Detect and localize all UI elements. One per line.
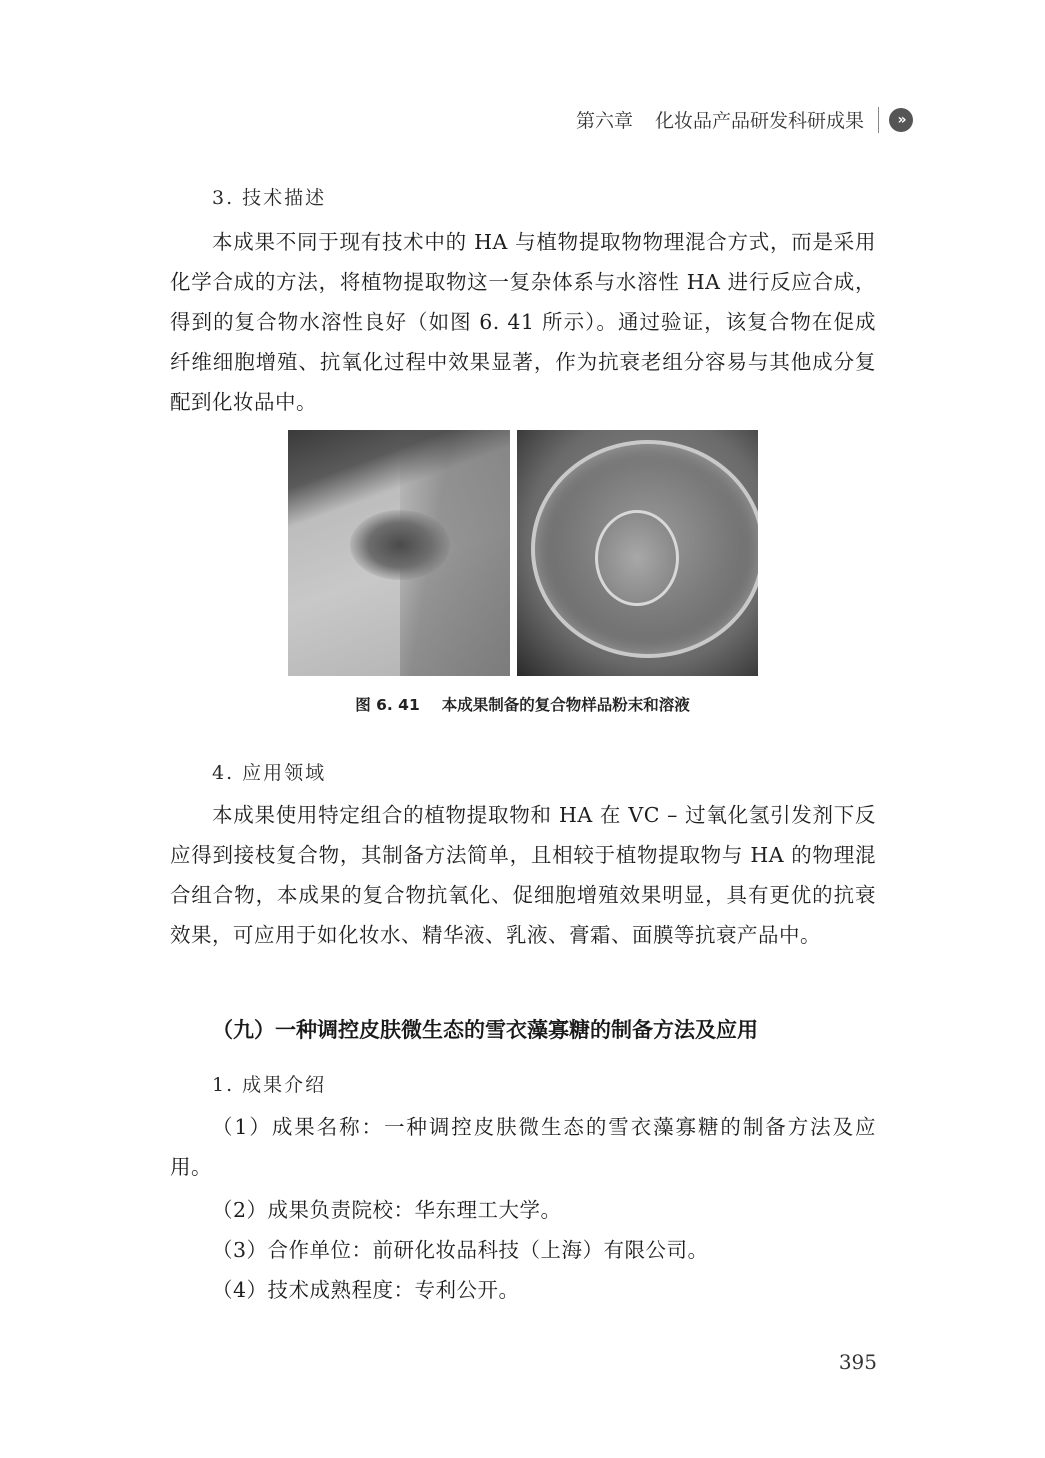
section-9-title: （九）一种调控皮肤微生态的雪衣藻寡糖的制备方法及应用 — [212, 1018, 758, 1042]
solution-sample-photo — [517, 430, 758, 676]
page-number: 395 — [838, 1350, 877, 1374]
list-item: （1）成果名称：一种调控皮肤微生态的雪衣藻寡糖的制备方法及应用。 — [170, 1115, 876, 1179]
section-4-heading: 4. 应用领域 — [212, 762, 327, 784]
running-header — [576, 106, 913, 133]
figure-number: 图 6. 41 — [355, 696, 420, 714]
section-3-paragraph: 本成果不同于现有技术中的 HA 与植物提取物物理混合方式，而是采用化学合成的方法，将植物提取物这一复杂体系与水溶性 HA 进行反应合成，得到的复合物水溶性良好（如图 6. 41 所示）。通过验证，该复合物在促成纤维细胞增殖、抗氧化过程中效果显著，作为抗衰老组分容易与其他成分复配到化妆品中。 — [170, 230, 876, 414]
list-item: （3）合作单位：前研化妆品科技（上海）有限公司。 — [212, 1238, 709, 1262]
figure-caption — [0, 693, 1045, 715]
chapter-number: 第六章 — [575, 110, 633, 132]
chapter-title: 化妆品产品研发科研成果 — [654, 110, 864, 132]
list-item: （4）技术成熟程度：专利公开。 — [212, 1278, 520, 1302]
list-item: （2）成果负责院校：华东理工大学。 — [212, 1198, 562, 1222]
solution-beaker — [595, 510, 679, 606]
figure-6-41 — [288, 430, 758, 676]
figure-caption-text: 本成果制备的复合物样品粉末和溶液 — [441, 696, 690, 714]
section-9-sub1-heading: 1. 成果介绍 — [212, 1074, 327, 1096]
section-3-heading: 3. 技术描述 — [212, 187, 327, 209]
double-arrow-icon: » — [889, 108, 913, 132]
header-divider — [878, 107, 879, 133]
powder-pile — [350, 510, 450, 580]
powder-sample-photo — [288, 430, 510, 676]
section-4-paragraph: 本成果使用特定组合的植物提取物和 HA 在 VC – 过氧化氢引发剂下反应得到接枝复合物，其制备方法简单，且相较于植物提取物与 HA 的物理混合组合物，本成果的复合物抗氧化、促细胞增殖效果明显，具有更优的抗衰效果，可应用于如化妆水、精华液、乳液、膏霜、面膜等抗衰产品中。 — [170, 803, 876, 947]
